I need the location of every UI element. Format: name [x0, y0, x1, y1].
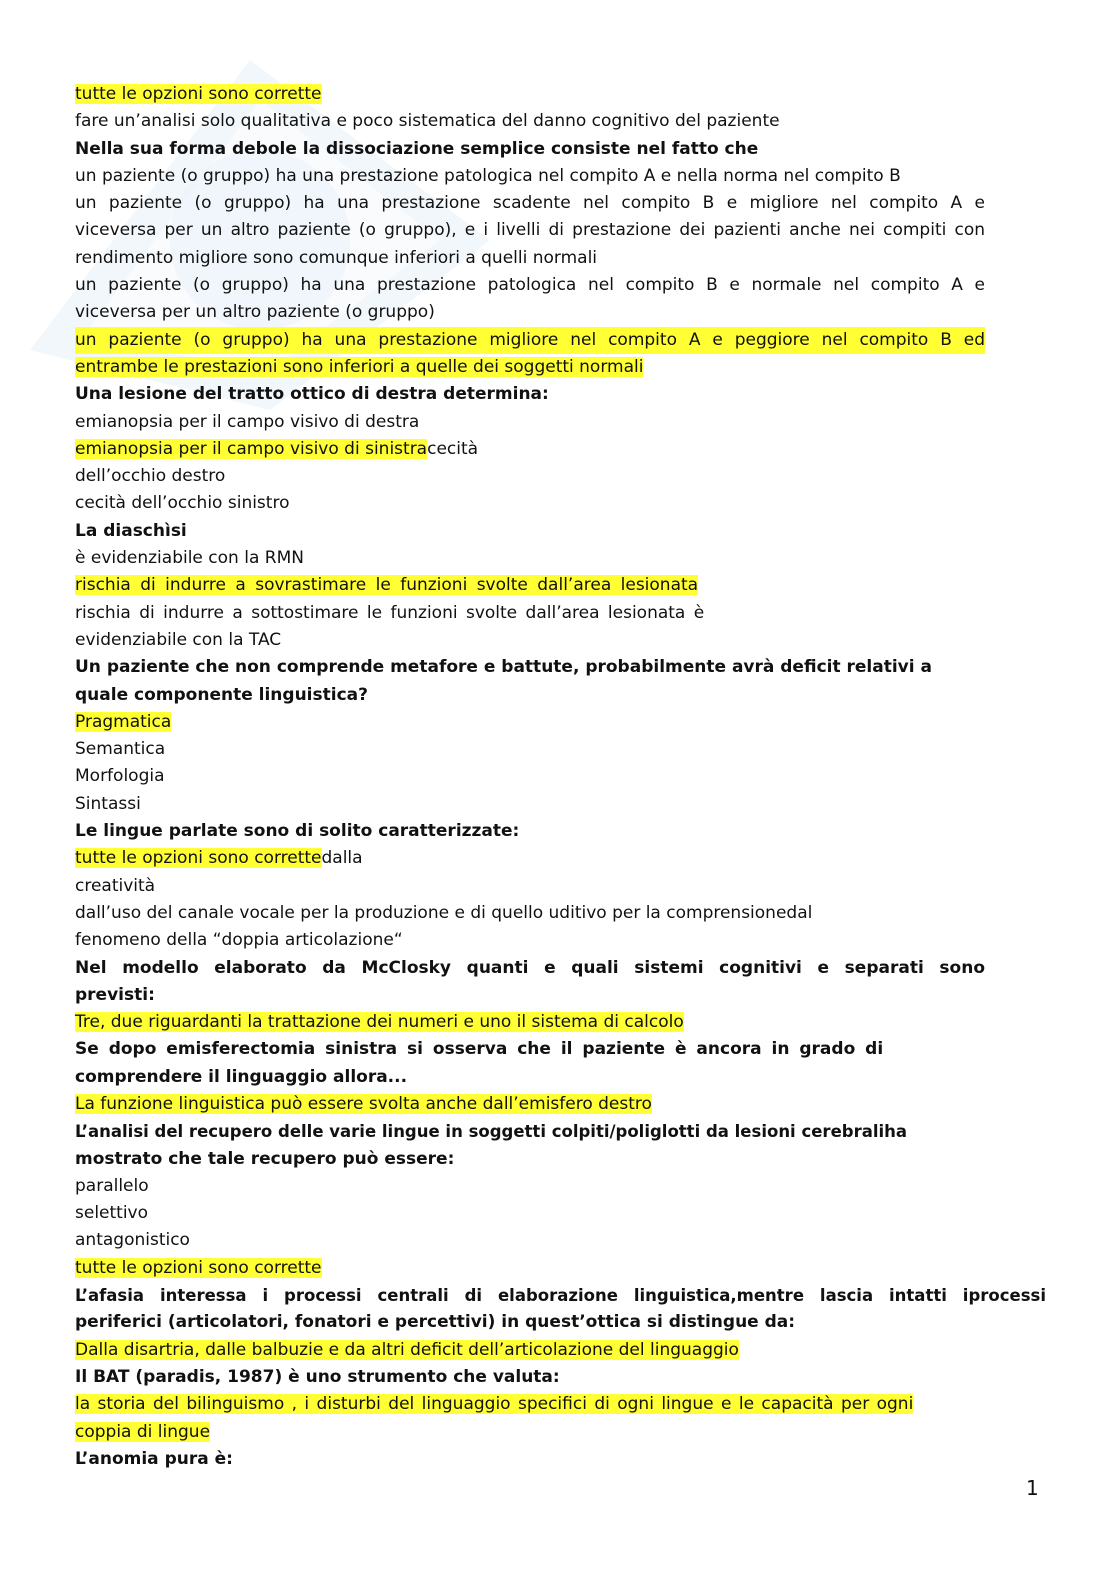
correct-answer-line: Tre, due riguardanti la trattazione dei numeri e uno il sistema di calcolo — [75, 1012, 684, 1033]
answer-line: emianopsia per il campo visivo di destra — [75, 411, 420, 432]
correct-answer-line: emianopsia per il campo visivo di sinistracecità — [75, 438, 479, 459]
answer-line: un paziente (o gruppo) ha una prestazione patologica nel compito A e nella norma nel compito B — [75, 165, 901, 186]
answer-line: cecità dell’occhio sinistro — [75, 493, 290, 514]
answer-line: fenomeno della “doppia articolazione“ — [75, 930, 403, 951]
question-line: previsti: — [75, 984, 155, 1005]
question-line: L’analisi del recupero delle varie lingue in soggetti colpiti/poliglotti da lesioni cerebraliha — [75, 1122, 908, 1142]
correct-answer-line: tutte le opzioni sono correttedalla — [75, 848, 363, 869]
answer-line: un paziente (o gruppo) ha una prestazione patologica nel compito B e normale nel compito A e — [75, 275, 985, 296]
correct-answer-line: Pragmatica — [75, 711, 172, 732]
correct-answer-line: La funzione linguistica può essere svolta anche dall’emisfero destro — [75, 1093, 652, 1114]
answer-line: Morfologia — [75, 766, 165, 787]
correct-answer-line: un paziente (o gruppo) ha una prestazione migliore nel compito A e peggiore nel compito B ed — [75, 327, 985, 354]
question-line: comprendere il linguaggio allora... — [75, 1066, 408, 1087]
question-line: Il BAT (paradis, 1987) è uno strumento che valuta: — [75, 1366, 560, 1387]
question-line: Nella sua forma debole la dissociazione semplice consiste nel fatto che — [75, 138, 759, 159]
answer-line: parallelo — [75, 1175, 149, 1196]
question-line: quale componente linguistica? — [75, 684, 368, 705]
question-line: Un paziente che non comprende metafore e battute, probabilmente avrà deficit relativi a — [75, 657, 932, 678]
question-line: Se dopo emisferectomia sinistra si osserva che il paziente è ancora in grado di — [75, 1039, 884, 1060]
answer-line: antagonistico — [75, 1230, 190, 1251]
page-number: 1 — [1026, 1476, 1039, 1500]
correct-answer-line: la storia del bilinguismo , i disturbi del linguaggio specifici di ogni lingue e le capacità per ogni — [75, 1394, 914, 1415]
correct-answer-line: Dalla disartria, dalle balbuzie e da altri deficit dell’articolazione del linguaggio — [75, 1339, 739, 1360]
page-content — [75, 81, 1046, 1473]
question-line: Una lesione del tratto ottico di destra determina: — [75, 384, 549, 405]
answer-line: Sintassi — [75, 793, 141, 814]
answer-line: rischia di indurre a sottostimare le funzioni svolte dall’area lesionata è — [75, 602, 705, 623]
question-line: Le lingue parlate sono di solito caratterizzate: — [75, 821, 520, 842]
answer-line: Semantica — [75, 739, 166, 760]
correct-answer-line: coppia di lingue — [75, 1421, 211, 1442]
question-line: La diaschìsi — [75, 520, 187, 541]
answer-line: dell’occhio destro — [75, 466, 226, 487]
answer-line: rendimento migliore sono comunque inferiori a quelli normali — [75, 247, 598, 268]
answer-line: selettivo — [75, 1203, 149, 1224]
answer-line: un paziente (o gruppo) ha una prestazione scadente nel compito B e migliore nel compito A e — [75, 193, 985, 214]
answer-line: tutte le opzioni sono corrette — [75, 84, 322, 104]
answer-line: viceversa per un altro paziente (o gruppo), e i livelli di prestazione dei pazienti anche nei compiti con — [75, 220, 985, 241]
answer-line: dall’uso del canale vocale per la produzione e di quello uditivo per la comprensionedal — [75, 902, 813, 923]
question-line: mostrato che tale recupero può essere: — [75, 1148, 455, 1169]
correct-answer-line: entrambe le prestazioni sono inferiori a quelle dei soggetti normali — [75, 356, 644, 377]
question-line: Nel modello elaborato da McClosky quanti e quali sistemi cognitivi e separati sono — [75, 957, 985, 978]
answer-line: creatività — [75, 875, 156, 896]
answer-line: fare un’analisi solo qualitativa e poco sistematica del danno cognitivo del paziente — [75, 111, 780, 132]
answer-line: evidenziabile con la TAC — [75, 629, 282, 650]
answer-line: è evidenziabile con la RMN — [75, 548, 304, 569]
question-line: periferici (articolatori, fonatori e percettivi) in quest’ottica si distingue da: — [75, 1312, 796, 1333]
question-line: L’afasia interessa i processi centrali di elaborazione linguistica,mentre lascia intatti iprocessi — [75, 1286, 1046, 1306]
question-line: L’anomia pura è: — [75, 1448, 233, 1469]
correct-answer-line: rischia di indurre a sovrastimare le funzioni svolte dall’area lesionata — [75, 575, 699, 596]
answer-line: viceversa per un altro paziente (o gruppo) — [75, 302, 435, 323]
correct-answer-line: tutte le opzioni sono corrette — [75, 1257, 322, 1278]
